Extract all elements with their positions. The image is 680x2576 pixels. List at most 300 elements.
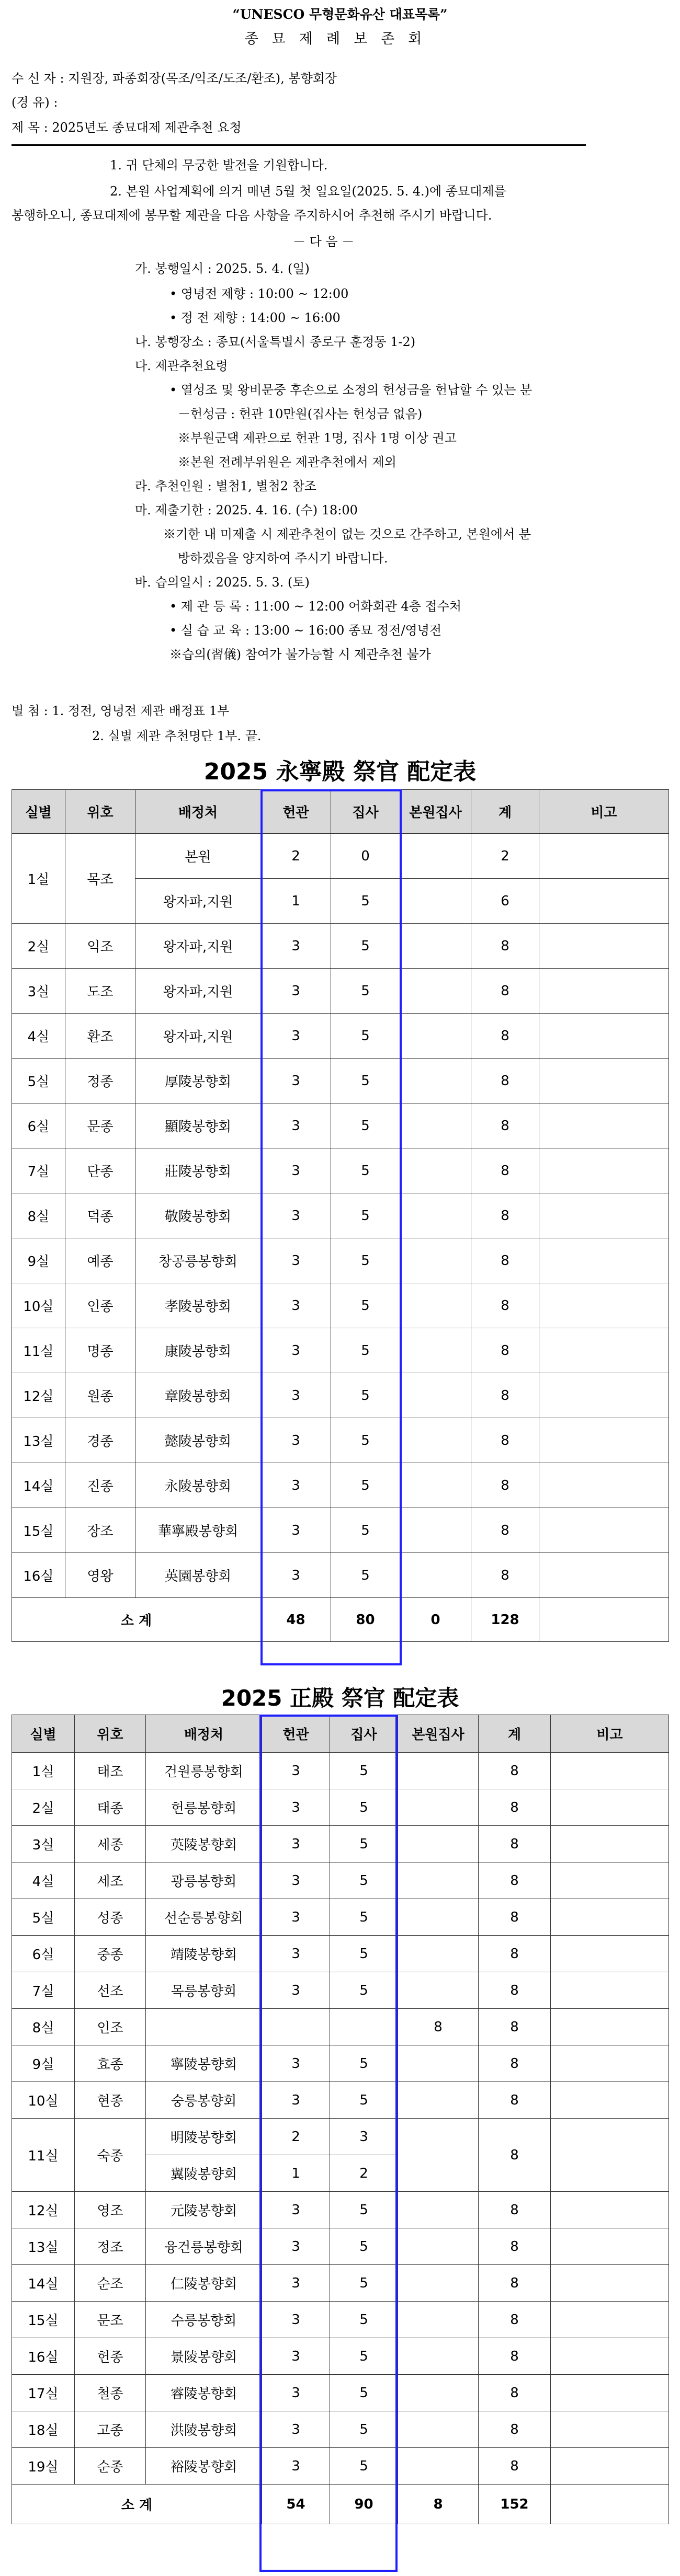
cell <box>400 1463 471 1508</box>
table-row <box>12 1373 669 1418</box>
cell <box>398 2265 479 2302</box>
cell: 5 <box>331 1283 400 1328</box>
table-row <box>12 1103 669 1148</box>
cell: 厚陵봉향회 <box>135 1059 261 1103</box>
cell <box>551 1862 669 1899</box>
cell: 9실 <box>12 2045 75 2082</box>
cell: 康陵봉향회 <box>135 1328 261 1373</box>
cell: 3 <box>261 1553 331 1598</box>
cell: 8 <box>479 1753 551 1789</box>
sum-label: 소 계 <box>12 2485 262 2524</box>
table1-header-row <box>12 790 669 834</box>
cell <box>539 1508 669 1553</box>
cell: 3 <box>261 1508 331 1553</box>
cell: 8 <box>479 1972 551 2009</box>
item: 라. 추천인원 : 별첨1, 별첨2 참조 <box>135 479 317 493</box>
cell <box>539 1373 669 1418</box>
cell <box>398 2411 479 2448</box>
table-row <box>12 1014 669 1059</box>
cell: 3 <box>262 2375 330 2411</box>
cell: 철종 <box>75 2375 146 2411</box>
cell: 3 <box>262 1899 330 1936</box>
cell: 8 <box>479 1936 551 1972</box>
cell: 3 <box>262 2302 330 2338</box>
table-row <box>12 1789 669 1826</box>
cell <box>551 2265 669 2302</box>
cell: 8 <box>471 1193 539 1238</box>
item: • 영녕전 제향 : 10:00 ~ 12:00 <box>169 286 349 301</box>
cell <box>400 1373 471 1418</box>
col-header: 본원집사 <box>398 1715 479 1753</box>
cell: 창공릉봉향회 <box>135 1238 261 1283</box>
cell: 5 <box>330 2411 398 2448</box>
paragraph-2b: 봉행하오니, 종묘대제에 봉무할 제관을 다음 사항을 주지하시어 추천해 주시기 바랍니다. <box>12 208 492 223</box>
cell: 3실 <box>12 1826 75 1862</box>
cell: 5 <box>331 1418 400 1463</box>
cell <box>398 1936 479 1972</box>
cell: 5 <box>331 1508 400 1553</box>
da-eum-heading: － 다 음 － <box>293 234 355 249</box>
col-header: 헌관 <box>262 1715 330 1753</box>
cell <box>551 1789 669 1826</box>
item: • 정 전 제향 : 14:00 ~ 16:00 <box>169 310 341 325</box>
cell: 3 <box>261 1283 331 1328</box>
cell <box>398 1826 479 1862</box>
cell: 5 <box>331 1103 400 1148</box>
cell: 3 <box>262 1862 330 1899</box>
table-row <box>12 1238 669 1283</box>
cell: 寧陵봉향회 <box>146 2045 262 2082</box>
cell: 5 <box>330 1789 398 1826</box>
sum-bon: 8 <box>398 2485 479 2524</box>
cell: 8 <box>479 2192 551 2228</box>
cell: 元陵봉향회 <box>146 2192 262 2228</box>
cell: 8 <box>479 2119 551 2192</box>
cell: 8 <box>471 1463 539 1508</box>
cell: 8 <box>471 1328 539 1373</box>
cell: 7실 <box>12 1148 65 1193</box>
cell: 5 <box>331 1148 400 1193</box>
table-row <box>12 1148 669 1193</box>
cell: 8 <box>471 1418 539 1463</box>
cell: 仁陵봉향회 <box>146 2265 262 2302</box>
col-header: 비고 <box>539 790 669 834</box>
subject-line <box>12 117 242 135</box>
cell: 靖陵봉향회 <box>146 1936 262 1972</box>
cell: 3 <box>262 2228 330 2265</box>
item: ※기한 내 미제출 시 제관추천이 없는 것으로 간주하고, 본원에서 분 <box>163 527 531 542</box>
cell <box>400 969 471 1014</box>
item: ※본원 전례부위원은 제관추천에서 제외 <box>178 455 396 469</box>
cell: 장조 <box>65 1508 135 1553</box>
table-row <box>12 1936 669 1972</box>
cell: 5 <box>330 2045 398 2082</box>
letter-heading: “UNESCO 무형문화유산 대표목록” <box>232 7 448 22</box>
cell: 5실 <box>12 1059 65 1103</box>
cell: 단종 <box>65 1148 135 1193</box>
cell <box>539 1014 669 1059</box>
subject-label: 제 목 : <box>12 120 48 135</box>
cell: 8 <box>471 1553 539 1598</box>
sum-jip: 90 <box>330 2485 398 2524</box>
cell <box>400 1328 471 1373</box>
cell: 세종 <box>75 1826 146 1862</box>
cell <box>539 1193 669 1238</box>
cell: 明陵봉향회 <box>146 2119 262 2155</box>
cell: 5 <box>331 1463 400 1508</box>
table-row <box>12 2192 669 2228</box>
cell: 현종 <box>75 2082 146 2119</box>
cell: 7실 <box>12 1972 75 2009</box>
item: 방하겠음을 양지하여 주시기 바랍니다. <box>178 551 388 566</box>
cell: 12실 <box>12 2192 75 2228</box>
table-row <box>12 2448 669 2485</box>
cell: 睿陵봉향회 <box>146 2375 262 2411</box>
cell <box>398 2045 479 2082</box>
cell: 8 <box>471 1508 539 1553</box>
cell: 10실 <box>12 2082 75 2119</box>
table-row <box>12 1753 669 1789</box>
cell: 永陵봉향회 <box>135 1463 261 1508</box>
cell <box>551 2338 669 2375</box>
cell: 덕종 <box>65 1193 135 1238</box>
cell: 수릉봉향회 <box>146 2302 262 2338</box>
col-header: 집사 <box>331 790 400 834</box>
table-row <box>12 2009 669 2045</box>
cell: 8 <box>471 1148 539 1193</box>
table-row <box>12 1553 669 1598</box>
cell: 5 <box>331 1014 400 1059</box>
cell <box>539 1328 669 1373</box>
col-header: 비고 <box>551 1715 669 1753</box>
cell: 8 <box>479 2082 551 2119</box>
cell <box>400 1418 471 1463</box>
recipient-label: 수 신 자 : <box>12 71 64 86</box>
col-header: 위호 <box>65 790 135 834</box>
cell: 8 <box>479 2338 551 2375</box>
col-header: 본원집사 <box>400 790 471 834</box>
cell: 순종 <box>75 2448 146 2485</box>
cell <box>551 1899 669 1936</box>
table-row <box>12 2375 669 2411</box>
cell <box>551 2375 669 2411</box>
cell: 5 <box>330 2192 398 2228</box>
cell: 5 <box>331 1553 400 1598</box>
cell: 3 <box>261 1103 331 1148</box>
recipient-line <box>12 68 337 86</box>
cell: 선순릉봉향회 <box>146 1899 262 1936</box>
cell: 3 <box>262 1753 330 1789</box>
table1-sum-row <box>12 1598 669 1642</box>
table1-title: 2025 永寧殿 祭官 配定表 <box>203 758 477 785</box>
table-row <box>12 969 669 1014</box>
cell: 헌종 <box>75 2338 146 2375</box>
cell: 華寧殿봉향회 <box>135 1508 261 1553</box>
cell: 11실 <box>12 1328 65 1373</box>
cell: 왕자파,지원 <box>135 1014 261 1059</box>
cell <box>400 1148 471 1193</box>
col-header: 계 <box>479 1715 551 1753</box>
cell <box>400 1059 471 1103</box>
cell <box>398 2228 479 2265</box>
table-row <box>12 2228 669 2265</box>
cell: 태조 <box>75 1753 146 1789</box>
cell: 명종 <box>65 1328 135 1373</box>
cell <box>400 879 471 924</box>
cell: 5 <box>330 2302 398 2338</box>
sum-label: 소 계 <box>12 1598 261 1642</box>
cell: 4실 <box>12 1014 65 1059</box>
cell: 3 <box>261 1418 331 1463</box>
cell: 5 <box>330 1936 398 1972</box>
cell <box>551 2192 669 2228</box>
cell <box>551 1936 669 1972</box>
cell: 성종 <box>75 1899 146 1936</box>
cell: 왕자파,지원 <box>135 969 261 1014</box>
table2-sum-row <box>12 2485 669 2524</box>
cell: 광릉봉향회 <box>146 1862 262 1899</box>
table-row <box>12 2338 669 2375</box>
table-row <box>12 1193 669 1238</box>
table-row <box>12 1328 669 1373</box>
cell: 5 <box>331 1059 400 1103</box>
cell: 孝陵봉향회 <box>135 1283 261 1328</box>
cell: 8 <box>471 1014 539 1059</box>
cell: 18실 <box>12 2411 75 2448</box>
table-row <box>12 2045 669 2082</box>
table-row <box>12 834 669 879</box>
cell <box>539 969 669 1014</box>
cell: 정종 <box>65 1059 135 1103</box>
cell: 5 <box>330 2265 398 2302</box>
cell: 0 <box>331 834 400 879</box>
cell: 3 <box>261 1238 331 1283</box>
cell: 13실 <box>12 1418 65 1463</box>
item: • 제 관 등 록 : 11:00 ~ 12:00 어화회관 4층 접수처 <box>169 599 462 614</box>
cell: 본원 <box>135 834 261 879</box>
cell <box>398 2338 479 2375</box>
item: －헌성금 : 헌관 10만원(집사는 헌성금 없음) <box>178 407 423 421</box>
cell: 3 <box>262 1936 330 1972</box>
cell <box>398 2448 479 2485</box>
cell: 원종 <box>65 1373 135 1418</box>
item: 나. 봉행장소 : 종묘(서울특별시 종로구 훈정동 1-2) <box>135 335 416 349</box>
cell: 章陵봉향회 <box>135 1373 261 1418</box>
cell: 숭릉봉향회 <box>146 2082 262 2119</box>
cell: 3 <box>262 1789 330 1826</box>
cell <box>400 834 471 879</box>
cell: 1실 <box>12 1753 75 1789</box>
cell: 영왕 <box>65 1553 135 1598</box>
subject-value: 2025년도 종묘대제 제관추천 요청 <box>52 120 242 135</box>
cell: 3 <box>330 2119 398 2155</box>
cell: 8 <box>479 2302 551 2338</box>
cell <box>146 2009 262 2045</box>
cell <box>539 1598 669 1642</box>
cell: 9실 <box>12 1238 65 1283</box>
table-row <box>12 1508 669 1553</box>
cell: 3 <box>261 1193 331 1238</box>
cell: 13실 <box>12 2228 75 2265</box>
table-row <box>12 2119 669 2155</box>
cell: 5 <box>330 2375 398 2411</box>
cell: 8 <box>471 1059 539 1103</box>
cell <box>551 2302 669 2338</box>
via-line <box>12 92 58 110</box>
cell: 8 <box>398 2009 479 2045</box>
cell: 인종 <box>65 1283 135 1328</box>
cell: 2 <box>330 2155 398 2192</box>
cell: 5 <box>331 924 400 969</box>
table-row <box>12 1826 669 1862</box>
cell: 11실 <box>12 2119 75 2192</box>
cell <box>400 1283 471 1328</box>
cell: 4실 <box>12 1862 75 1899</box>
cell <box>539 834 669 879</box>
cell: 융건릉봉향회 <box>146 2228 262 2265</box>
cell: 8 <box>471 1373 539 1418</box>
cell <box>551 2009 669 2045</box>
cell <box>539 1463 669 1508</box>
cell <box>551 2448 669 2485</box>
cell: 2실 <box>12 924 65 969</box>
cell: 3 <box>261 1328 331 1373</box>
cell: 숙종 <box>75 2119 146 2192</box>
organization-name: 종묘제례보존회 <box>244 31 436 47</box>
cell: 8 <box>479 2375 551 2411</box>
cell <box>398 1862 479 1899</box>
cell: 경종 <box>65 1418 135 1463</box>
cell: 3 <box>262 2082 330 2119</box>
table-row <box>12 1283 669 1328</box>
via-label: (경 유) : <box>12 95 58 110</box>
table2 <box>12 1715 669 2524</box>
cell <box>539 1418 669 1463</box>
cell: 16실 <box>12 1553 65 1598</box>
cell: 17실 <box>12 2375 75 2411</box>
table-row <box>12 2302 669 2338</box>
cell <box>398 2119 479 2192</box>
cell: 2 <box>261 834 331 879</box>
cell: 영조 <box>75 2192 146 2228</box>
cell: 환조 <box>65 1014 135 1059</box>
cell: 8 <box>479 1789 551 1826</box>
cell <box>262 2009 330 2045</box>
cell <box>398 2375 479 2411</box>
table-row <box>12 1418 669 1463</box>
cell: 16실 <box>12 2338 75 2375</box>
cell: 8 <box>471 1238 539 1283</box>
cell: 顯陵봉향회 <box>135 1103 261 1148</box>
cell: 8 <box>479 1899 551 1936</box>
cell <box>539 1103 669 1148</box>
col-header: 집사 <box>330 1715 398 1753</box>
cell: 8 <box>479 2411 551 2448</box>
cell: 인조 <box>75 2009 146 2045</box>
cell <box>398 1972 479 2009</box>
cell: 英陵봉향회 <box>146 1826 262 1862</box>
table2-body-a <box>12 1753 669 2119</box>
cell: 2 <box>471 834 539 879</box>
cell: 5 <box>331 969 400 1014</box>
cell: 8 <box>471 1103 539 1148</box>
cell: 3실 <box>12 969 65 1014</box>
cell <box>400 1014 471 1059</box>
cell: 순조 <box>75 2265 146 2302</box>
paragraph-1: 1. 귀 단체의 무궁한 발전을 기원합니다. <box>110 158 328 172</box>
cell: 5 <box>330 1862 398 1899</box>
cell: 5 <box>330 1826 398 1862</box>
cell: 15실 <box>12 2302 75 2338</box>
cell: 洪陵봉향회 <box>146 2411 262 2448</box>
cell: 2실 <box>12 1789 75 1826</box>
cell <box>400 1553 471 1598</box>
cell: 태종 <box>75 1789 146 1826</box>
cell: 8 <box>471 924 539 969</box>
cell: 예종 <box>65 1238 135 1283</box>
cell <box>398 1789 479 1826</box>
cell: 목릉봉향회 <box>146 1972 262 2009</box>
cell: 건원릉봉향회 <box>146 1753 262 1789</box>
cell <box>400 1238 471 1283</box>
cell <box>400 924 471 969</box>
cell <box>400 1103 471 1148</box>
cell: 문종 <box>65 1103 135 1148</box>
cell: 정조 <box>75 2228 146 2265</box>
cell: 3 <box>261 1059 331 1103</box>
item: 다. 제관추천요령 <box>135 359 228 373</box>
table-row <box>12 2265 669 2302</box>
cell: 8 <box>479 2228 551 2265</box>
cell <box>551 1972 669 2009</box>
cell: 고종 <box>75 2411 146 2448</box>
cell: 5 <box>331 1238 400 1283</box>
cell: 裕陵봉향회 <box>146 2448 262 2485</box>
table1 <box>12 789 669 1642</box>
sum-total: 152 <box>479 2485 551 2524</box>
col-header: 실별 <box>12 790 65 834</box>
cell: 5 <box>330 2448 398 2485</box>
sum-hun: 48 <box>261 1598 331 1642</box>
item: ※부원군댁 제관으로 헌관 1명, 집사 1명 이상 권고 <box>178 431 457 445</box>
table2-title: 2025 正殿 祭官 配定表 <box>221 1685 459 1711</box>
cell <box>539 1238 669 1283</box>
cell: 8 <box>479 2009 551 2045</box>
cell: 왕자파,지원 <box>135 924 261 969</box>
cell: 3 <box>262 2448 330 2485</box>
cell <box>551 1826 669 1862</box>
cell: 8 <box>479 2045 551 2082</box>
cell: 15실 <box>12 1508 65 1553</box>
cell <box>539 1059 669 1103</box>
cell: 3 <box>262 2411 330 2448</box>
cell: 8실 <box>12 1193 65 1238</box>
item: • 열성조 및 왕비문중 후손으로 소정의 헌성금을 헌납할 수 있는 분 <box>169 383 532 397</box>
sum-jip: 80 <box>331 1598 400 1642</box>
cell: 5 <box>330 2338 398 2375</box>
cell: 8 <box>479 2265 551 2302</box>
cell: 翼陵봉향회 <box>146 2155 262 2192</box>
cell: 14실 <box>12 2265 75 2302</box>
col-header: 계 <box>471 790 539 834</box>
sum-hun: 54 <box>262 2485 330 2524</box>
cell: 5 <box>331 1328 400 1373</box>
cell: 5 <box>331 879 400 924</box>
item: • 실 습 교 육 : 13:00 ~ 16:00 종묘 정전/영녕전 <box>169 623 442 638</box>
cell <box>539 1283 669 1328</box>
cell: 중종 <box>75 1936 146 1972</box>
cell <box>551 2411 669 2448</box>
